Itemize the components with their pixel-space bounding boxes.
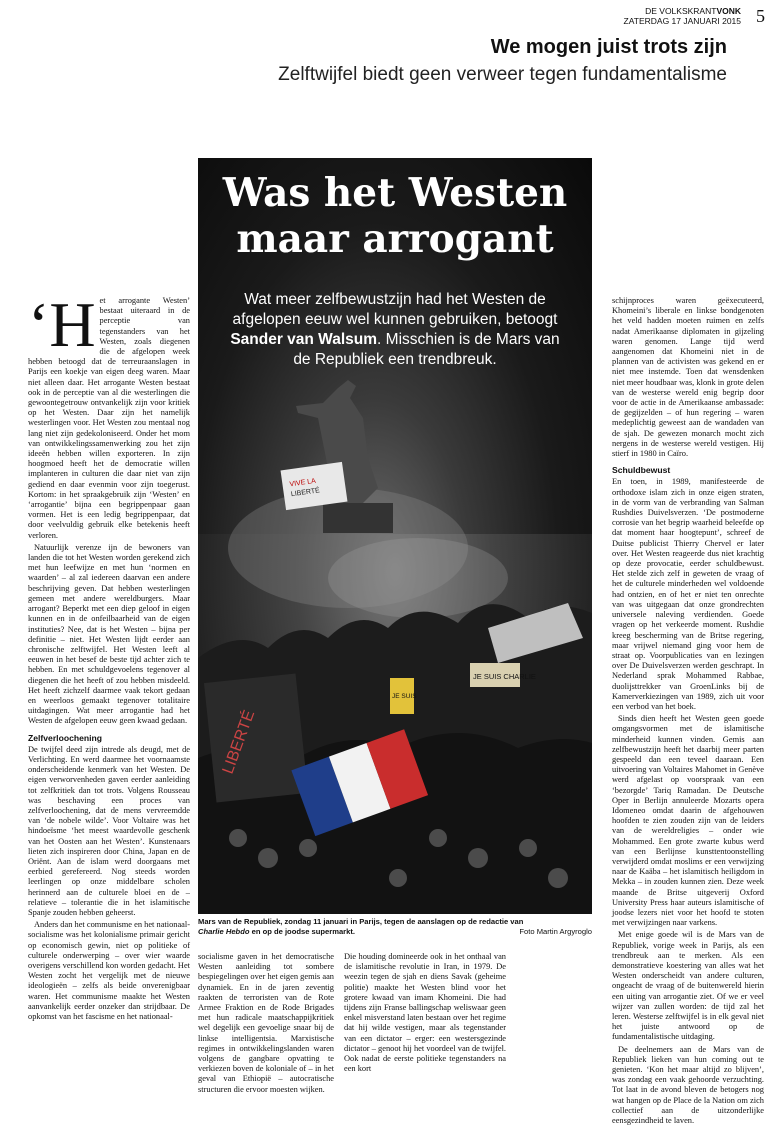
article-paragraph: Natuurlijk verenze ijn de bewoners van landen die tot het Westen worden gerekend zich met hun leefwijze en met hun ‘normen en waarden’ – al zal iedereen daarvan een andere beschrijving geven. Dat hebben westerlingen gemeen met andere wereldburgers. Maar arrogant? Beperkt met een diep geloof in eigen kunnen en in de onfeilbaarheid van de eigen instituties? Nee, dat is het Westen – bijna per definitie – niet. Het Westen lijdt eerder aan chronische zelftwijfel. Het Westen leeft al eeuwen in het besef de beste tijd achter zich te hebben. En met schuldgevoelens tegenover al diegenen die het heeft of zou hebben misdeeld. Het heeft zichzelf daarmee vaak tekort gedaan en weerloos gemaakt tegenover totalitaire uitdagingen. Wat meer arrogantie had het Westen de afgelopen eeuw geen kwaad gedaan. — [28, 542, 190, 726]
article-paragraph: Die houding domineerde ook in het onthaal van de islamitische revolutie in Iran, in 1979. De weezin tegen de sjah en diens Savak (geheime politie) maakte het Westen blind voor het grotere kwaad van imam Khomeini. Die had tijdens zijn Franse ballingschap weliswaar geen enkel misverstand laten bestaan over het regime dat hij wilde vestigen, maar als tegenstander van een dictator – erger: een westersgezinde dictator – genoot hij het voordeel van de twijfel. Ook nadat de eerste politieke tegenstanders na een kort — [344, 952, 506, 1074]
article-paragraph: Sinds dien heeft het Westen geen goede omgangsvormen met de islamitische minderheid kunnen vinden. Gemis aan zelfbewustzijn heeft het daarbij meer parten gespeeld dan een teveel daaraan. Een uitvoering van Voltaires Mahomet in Genève werd afgelast op voorspraak van een ‘bezorgde’ Tariq Ramadan. De Deutsche Oper in Berlijn annuleerde Mozarts opera Idomeneo omdat daarin de afgehouwen hoofden te zien zouden zijn van de leiders van de wereldreligies – onder wie Mohammed. Een grote zwarte kubus werd van een Berlijnse kunsttentoonstelling verwijderd omdat moslims er een verwijzing naar de Kaäba – het islamitisch heiligdom in Mekka – in zouden kunnen zien. Deze week maande de Britse uitgeverij Oxford University Press haar auteurs islamitische of joodse lezers niet voor het hoofd te stoten met verwijzingen naar varkens. — [612, 714, 764, 928]
masthead — [624, 6, 741, 26]
sign-je-suis-charlie: JE SUIS CHARLIE — [473, 672, 536, 681]
article-paragraph: Anders dan het communisme en het nationaal-socialisme was het kolonialisme primair gericht op economisch gewin, niet op politieke of culturele onderwerping – over wier waarde overigens verschillend kon worden gedacht. Het Westen zocht het vergelijk met de nieuwe ideologieën – zelfs als beide onverenigbaar waren. Het communisme maakte het Westen aanvankelijk eerder onzeker dan strijdbaar. De opkomst van het fascisme en het nationaal- — [28, 920, 190, 1022]
article-paragraph: socialisme gaven in het democratische Westen aanleiding tot sombere bespiegelingen over het eigen gemis aan dynamiek. En in de jaren zeventig raakten de terroristen van de Rote Armee Fraktion en de Rode Brigades met hun radicale maatschappijkritiek wel degelijk een gevoelige snaar bij de linkse intelligentsia. Marxistische regimes in ontwikkelingslanden waren volgens de gangbare opvatting te verkiezen boven de koloniale of – in het geval van Ethiopië – autocratische structuren die ervoor moesten wijken. — [198, 952, 334, 1094]
article-paragraph: Met enige goede wil is de Mars van de Republiek, vorige week in Parijs, als een trendbreuk aan te merken. Als een demonstratieve koestering van alles wat het Westen onderscheidt van andere culturen, ongeacht de vraag of de buitenwereld hierin een uiting van arrogantie ziet. Of we er veel wijzer van zullen worden: de tijd zal het leren. Westerse zelftwijfel is in elk geval niet het juiste antwoord op de fundamentalistische uitdaging. — [612, 930, 764, 1042]
feature-intro: Wat meer zelfbewustzijn had het Westen de afgelopen eeuw wel kunnen gebruiken, betoogt Sander van Walsum. Misschien is de Mars van de Republiek een trendbreuk. — [230, 291, 560, 368]
article-column-3 — [344, 952, 506, 1076]
article-paragraph: ‘Het arrogante Westen’ bestaat uiteraard in de perceptie van tegenstanders van het Westen, zoals diegenen die de afgelopen week hebben betoogd dat de terreuraanslagen in Parijs een koekje van eigen deeg waren. Maar niet alleen daar. Het arrogante Westen bestaat ook in de perceptie van al die westerlingen die gewoontegetrouw ontvankelijk zijn voor kritiek op het Westen. Daar zijn het namelijk westerlingen voor. Het Westen zou mentaal nog lang niet zijn gedekoloniseerd. Onder het mom van ontwikkelingssamenwerking zou het zijn ideeën hebben willen exporteren. In zijn hoogmoed heeft het de democratie willen implanteren in culturen die daar niet van zijn gediend en daar evenmin voor zijn toegerust. Kortom: in het spraakgebruik zijn ‘Westen’ en ‘arrogantie’ bijna een begrippenpaar gaan vormen. Het is een ledig begrippenpaar, dat door veelvuldig gebruik elke betekenis heeft verloren. — [28, 289, 190, 540]
article-paragraph: De twijfel deed zijn intrede als deugd, met de Verlichting. En werd daarmee het voornaamste onderscheidende kenmerk van het Westen. De eigen verworvenheden gaven eerder aanleiding tot zelfkritiek dan tot trots. Volgens Rousseau was beschaving een proces van zelfverloochening, dat de mens vervreemdde van ‘de nobele wilde’. Voor Voltaire was het hindoeïsme ‘het meest waardevolle geschenk van het Oosten aan het Westen’. Kunstenaars lieten zich inspireren door China, Japan en de Oriënt. Aan de islam werd doorgaans met eerbied gerefereerd. Nog steeds worden leerlingen op onze middelbare scholen herinnerd aan de culturele bloei en de – relatieve – tolerantie die in het islamitische Spanje zouden hebben geheerst. — [28, 744, 190, 917]
sign-liberte: LIBERTÉ — [219, 708, 259, 777]
subheading: Zelfverloochening — [28, 732, 103, 743]
article-paragraph: De deelnemers aan de Mars van de Republiek lieken van hun coming out te genieten. ‘Kon het maar altijd zo blijven’, was zondag een vaak gehoorde verzuchting. Tot laat in de avond bleven de betogers nog wat hangen op de Place de la Nation om zich collectief aan de uitzonderlijke eensgezindheid te laven. — [612, 1044, 764, 1126]
issue-date: ZATERDAG 17 JANUARI 2015 — [623, 16, 741, 26]
article-column-1 — [28, 289, 190, 1076]
page-title: We mogen juist trots zijn — [490, 36, 727, 58]
article-paragraph: schijnproces waren geëxecuteerd, Khomeini’s liberale en linkse bondgenoten het veld hadden moeten ruimen en zelfs nadat Amerikaanse diplomaten in gijzeling waren genomen. Lange tijd werd aangenomen dat Khomeini niet in de plannen van de activisten was gekend en er niet mee instemde. Toen dat wensdenken niet meer houdbaar was, klonk in grote delen van de westerse wereld enig begrip door voor de actie in de Amerikaanse ambassade: de gegijzelden – of hun regering – waren medeplichtig geweest aan de wandaden van de sjah. De gewezen monarch mocht zich nergens in de westerse wereld vestigen. Hij stierf in 1980 in Caïro. — [612, 296, 764, 459]
photo-credit: Foto Martin Argyroglo — [519, 926, 592, 936]
article-paragraph: En toen, in 1989, manifesteerde de orthodoxe islam zich in onze eigen straten, in de vorm van de verbranding van Salman Rushdies Duivelsverzen. ‘De postmoderne corrosie van het begrip waarheid beleefde op dat moment haar hoogtepunt’, schreef de Duitse publicist Thierry Chervel er later over. Het Westen reageerde dus niet krachtig op deze provocatie, eerder schuldbewust. Het stelde zich zelf in geweten de vraag of het de culturele minderheden wel voldoende had ontzien, en of het er niet ten onrechte van was uitgegaan dat onze grondrechten universele naleving verdienden. Goede vragen op het verkeerde moment. Rushdie kreeg bescherming van de Britse regering, maar vrijwel niemand ging voor hem de straat op. Voorpublicaties van en lezingen over De Duivelsverzen werden geschrapt. In Nederland sprak Mohammed Rabbae, duolijsttrekker van GroenLinks bij de Kamerverkiezingen van 1989, zich uit voor een verbod van het boek. — [612, 477, 764, 711]
liberte-banner — [204, 674, 308, 803]
feature-photo — [198, 158, 592, 914]
sign-je-suis: JE SUIS — [392, 693, 417, 700]
feature-title-line-2: maar arrogant — [236, 216, 554, 262]
svg-text:VIVE LA: VIVE LA — [289, 477, 317, 489]
section-name: VONK — [716, 6, 741, 16]
svg-text:LIBERTÉ: LIBERTÉ — [290, 487, 321, 499]
article-column-4 — [612, 296, 764, 1126]
feature-title — [198, 170, 592, 262]
paper-name: DE VOLKSKRANT — [645, 6, 717, 16]
photo-caption: Mars van de Republiek, zondag 11 januari in Parijs, tegen de aanslagen op de redactie van Charlie Hebdo en op de joodse supermarkt. Foto Martin Argyroglo — [198, 917, 592, 936]
subheading: Schuldbewust — [612, 465, 671, 476]
page-number: 5 — [756, 6, 765, 26]
feature-title-line-1: Was het Westen — [222, 170, 568, 216]
article-column-2 — [198, 952, 334, 1094]
page-subtitle: Zelftwijfel biedt geen verweer tegen fundamentalisme — [278, 64, 727, 85]
author-name: Sander van Walsum — [230, 331, 378, 348]
drop-cap: ‘H — [28, 289, 96, 360]
photo-scene — [198, 158, 592, 914]
